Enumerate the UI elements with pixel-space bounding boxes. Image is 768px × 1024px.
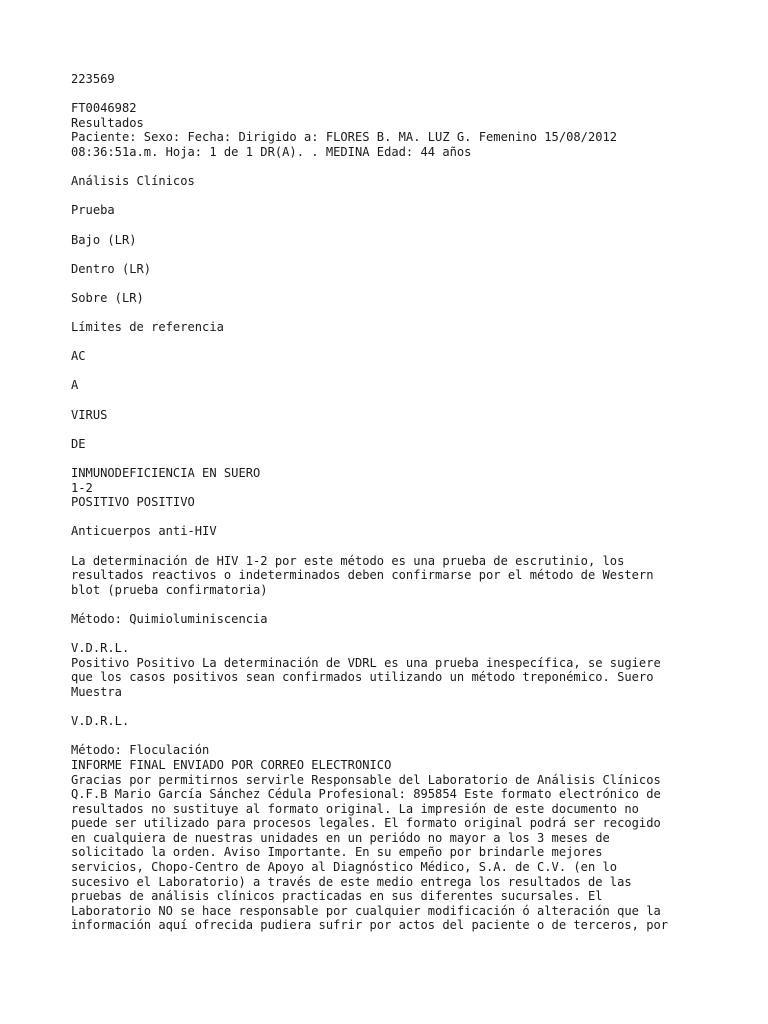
footer-line: resultados no sustituye al formato original. La impresión de este documento no (71, 801, 639, 816)
test2-note-line: Positivo Positivo La determinación de VDRL es una prueba inespecífica, se sugiere (71, 655, 661, 670)
test2-name-repeat (71, 714, 731, 729)
column-within-label: Dentro (LR) (71, 261, 152, 276)
test2-name-again: V.D.R.L. (71, 714, 130, 729)
test1-word-a: A (71, 378, 79, 393)
final-report-label: INFORME FINAL ENVIADO POR CORREO ELECTRONICO (71, 757, 392, 772)
test1-word-2 (71, 378, 731, 393)
test1-word-3 (71, 408, 731, 423)
test1-word-inmunodeficiencia: INMUNODEFICIENCIA EN SUERO (71, 466, 261, 481)
test2-name: V.D.R.L. (71, 641, 130, 656)
test1-result: POSITIVO POSITIVO (71, 495, 195, 510)
test1-subtitle (71, 524, 731, 539)
header-block (71, 101, 731, 159)
test1-method-label: Método: Quimioluminiscencia (71, 611, 268, 626)
patient-line-2: 08:36:51a.m. Hoja: 1 de 1 DR(A). . MEDINA Edad: 44 años (71, 144, 472, 159)
test1-note-line: La determinación de HIV 1-2 por este método es una prueba de escrutinio, los (71, 553, 625, 568)
id-number: 223569 (71, 72, 115, 86)
column-reference (71, 320, 731, 335)
test1-word-ac: AC (71, 349, 86, 364)
test1-note (71, 554, 731, 598)
footer-line: puede ser utilizado para procesos legales. El formato original podrá ser recogido (71, 816, 661, 831)
test1-word-1 (71, 349, 731, 364)
department-heading (71, 174, 731, 189)
footer-line: solicitado la orden. Aviso Importante. En su empeño por brindarle mejores (71, 845, 603, 860)
column-within (71, 262, 731, 277)
test1-word-1-2: 1-2 (71, 480, 93, 495)
patient-line-1: Paciente: Sexo: Fecha: Dirigido a: FLORES B. MA. LUZ G. Femenino 15/08/2012 (71, 130, 618, 145)
column-above-label: Sobre (LR) (71, 290, 144, 305)
footer-line: Gracias por permitirnos servirle Responsable del Laboratorio de Análisis Clínicos (71, 772, 661, 787)
test1-word-virus: VIRUS (71, 407, 108, 422)
test1-word-4 (71, 437, 731, 452)
test1-note-line: blot (prueba confirmatoria) (71, 582, 268, 597)
results-heading: Resultados (71, 115, 144, 130)
test1-method (71, 612, 731, 627)
test1-word-de: DE (71, 436, 86, 451)
footer-line: en cualquiera de nuestras unidades en un periódo no mayor a los 3 meses de (71, 830, 610, 845)
column-test (71, 203, 731, 218)
test2-method-label: Método: Floculación (71, 743, 210, 758)
column-low (71, 233, 731, 248)
document-page (71, 72, 731, 933)
test2-block (71, 641, 731, 699)
footer-line: sucesivo el Laboratorio) a través de este medio entrega los resultados de las (71, 874, 632, 889)
footer-line: servicios, Chopo-Centro de Apoyo al Diagnóstico Médico, S.A. de C.V. (en lo (71, 860, 618, 875)
test2-sample-label: Muestra (71, 684, 122, 699)
footer-line: pruebas de análisis clínicos practicadas en sus diferentes sucursales. El (71, 889, 603, 904)
footer-line: Laboratorio NO se hace responsable por cualquier modificación ó alteración que la (71, 903, 661, 918)
column-test-label: Prueba (71, 203, 115, 218)
document-id (71, 72, 731, 87)
folio-number: FT0046982 (71, 101, 137, 116)
column-low-label: Bajo (LR) (71, 232, 137, 247)
test1-antibodies-label: Anticuerpos anti-HIV (71, 524, 217, 539)
test1-note-line: resultados reactivos o indeterminados deben confirmarse por el método de Western (71, 568, 654, 583)
footer-line: información aquí ofrecida pudiera sufrir por actos del paciente o de terceros, por (71, 918, 669, 933)
column-reference-label: Límites de referencia (71, 320, 224, 335)
footer-line: Q.F.B Mario García Sánchez Cédula Profesional: 895854 Este formato electrónico de (71, 787, 661, 802)
test1-result-block (71, 466, 731, 510)
column-above (71, 291, 731, 306)
final-block (71, 743, 731, 933)
test2-note-line: que los casos positivos sean confirmados utilizando un método treponémico. Suero (71, 670, 654, 685)
department-label: Análisis Clínicos (71, 174, 195, 189)
